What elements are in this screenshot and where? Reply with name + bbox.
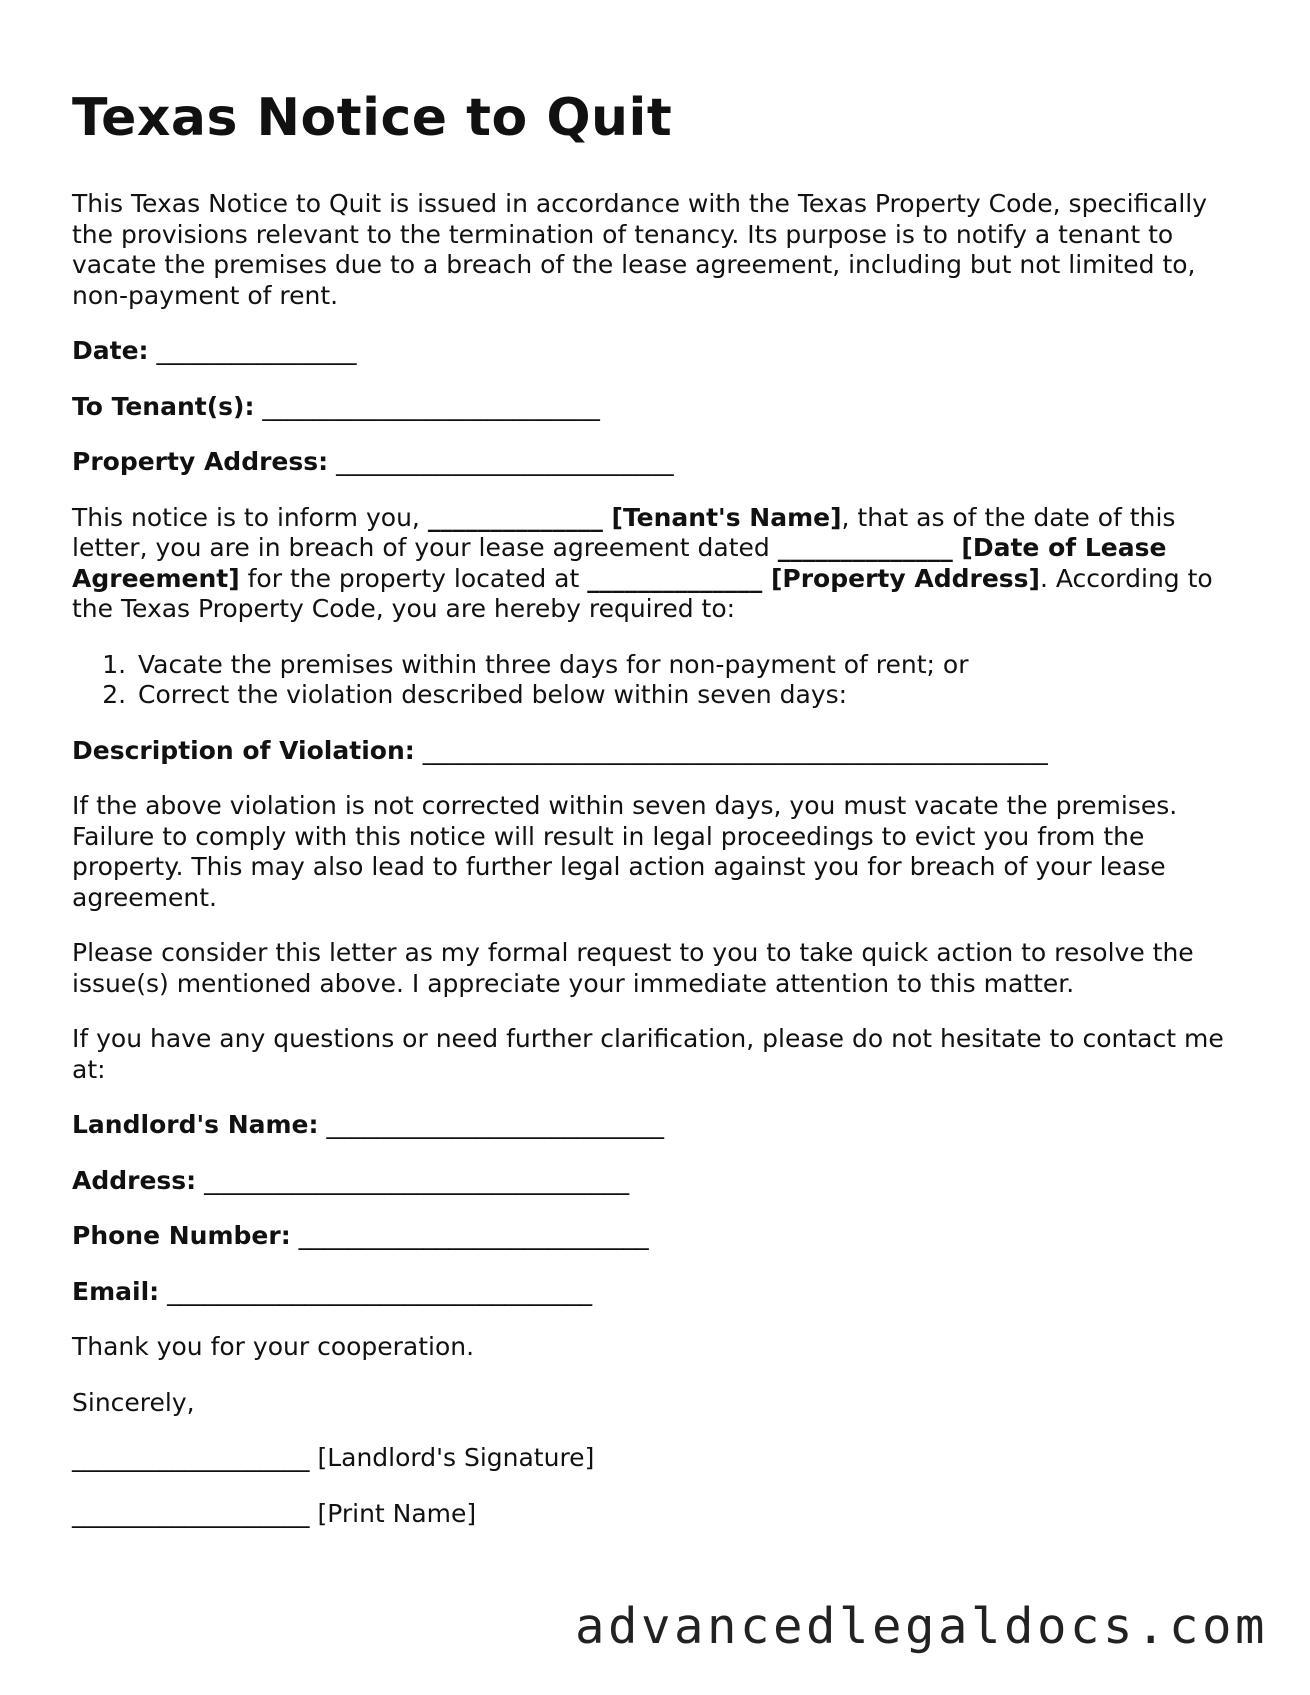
tenant-name-placeholder: [Tenant's Name] (602, 502, 842, 532)
print-name-blank[interactable]: ___________________ (72, 1498, 310, 1528)
signature-blank[interactable]: ___________________ (72, 1443, 310, 1473)
tenant-blank[interactable]: ___________________________ (262, 391, 600, 421)
thanks-line: Thank you for your cooperation. (72, 1332, 475, 1362)
phone-field (72, 1221, 1242, 1252)
document-page (72, 90, 1242, 1554)
notice-text-1: This notice is to inform you, (72, 502, 428, 532)
list-item: 1. Vacate the premises within three days for non-payment of rent; or (134, 650, 1242, 681)
notice-paragraph (72, 503, 1242, 625)
phone-label: Phone Number: (72, 1221, 291, 1251)
print-name-label: [Print Name] (317, 1498, 477, 1528)
property-address-field (72, 447, 1242, 478)
property-address-blank[interactable]: ___________________________ (336, 447, 674, 477)
sincerely-line: Sincerely, (72, 1387, 195, 1417)
requirements-list (72, 650, 1242, 711)
phone-blank[interactable]: ____________________________ (298, 1221, 649, 1251)
notice-text-4: . According to the Texas Property Code, you are hereby required to: (72, 563, 1213, 624)
signature-line (72, 1443, 1242, 1474)
signature-label: [Landlord's Signature] (317, 1443, 595, 1473)
print-name-line (72, 1499, 1242, 1530)
notice-text-3: for the property located at (239, 563, 588, 593)
landlord-address-label: Address: (72, 1165, 197, 1195)
notice-text-2: , that as of the date of this letter, you are in breach of your lease agreement dated (72, 502, 1176, 563)
lease-date-blank[interactable]: ______________ (777, 533, 953, 563)
violation-label: Description of Violation: (72, 735, 415, 765)
email-label: Email: (72, 1276, 160, 1306)
landlord-address-field (72, 1166, 1242, 1197)
landlord-name-blank[interactable]: ___________________________ (326, 1110, 664, 1140)
list-item: 2. Correct the violation described below within seven days: (134, 680, 1242, 711)
consequence-paragraph: If the above violation is not corrected within seven days, you must vacate the premises. Failure to comply with this notice will result in legal proceedings to evict you from the property. This may also lead to further legal action against you for breach of your lease agreement. (72, 791, 1178, 912)
date-field (72, 336, 1242, 367)
property-location-placeholder: [Property Address] (762, 563, 1040, 593)
date-blank[interactable]: ________________ (156, 336, 357, 366)
landlord-name-label: Landlord's Name: (72, 1110, 319, 1140)
contact-paragraph: If you have any questions or need further clarification, please do not hesitate to contact me at: (72, 1024, 1224, 1084)
request-paragraph: Please consider this letter as my formal request to you to take quick action to resolve the issue(s) mentioned above. I appreciate your immediate attention to this matter. (72, 938, 1194, 998)
landlord-name-field (72, 1110, 1242, 1141)
lease-date-placeholder: [Date of Lease Agreement] (72, 533, 1167, 593)
tenant-name-blank[interactable]: ______________ (427, 502, 603, 532)
property-address-label: Property Address: (72, 447, 329, 477)
page-title: Texas Notice to Quit (72, 88, 673, 148)
email-field (72, 1277, 1242, 1308)
email-blank[interactable]: __________________________________ (167, 1276, 593, 1306)
intro-paragraph: This Texas Notice to Quit is issued in accordance with the Texas Property Code, specifically the provisions relevant to the termination of tenancy. Its purpose is to notify a tenant to vacate the premises due to a breach of the lease agreement, including but not limited to, non-payment of rent. (72, 189, 1208, 310)
violation-field (72, 736, 1242, 767)
tenant-field (72, 392, 1242, 423)
date-label: Date: (72, 336, 149, 366)
property-location-blank[interactable]: ______________ (587, 563, 763, 593)
violation-blank[interactable]: __________________________________________________ (422, 735, 1048, 765)
tenant-label: To Tenant(s): (72, 391, 255, 421)
watermark: advancedlegaldocs.com (575, 1598, 1269, 1655)
landlord-address-blank[interactable]: __________________________________ (204, 1165, 630, 1195)
